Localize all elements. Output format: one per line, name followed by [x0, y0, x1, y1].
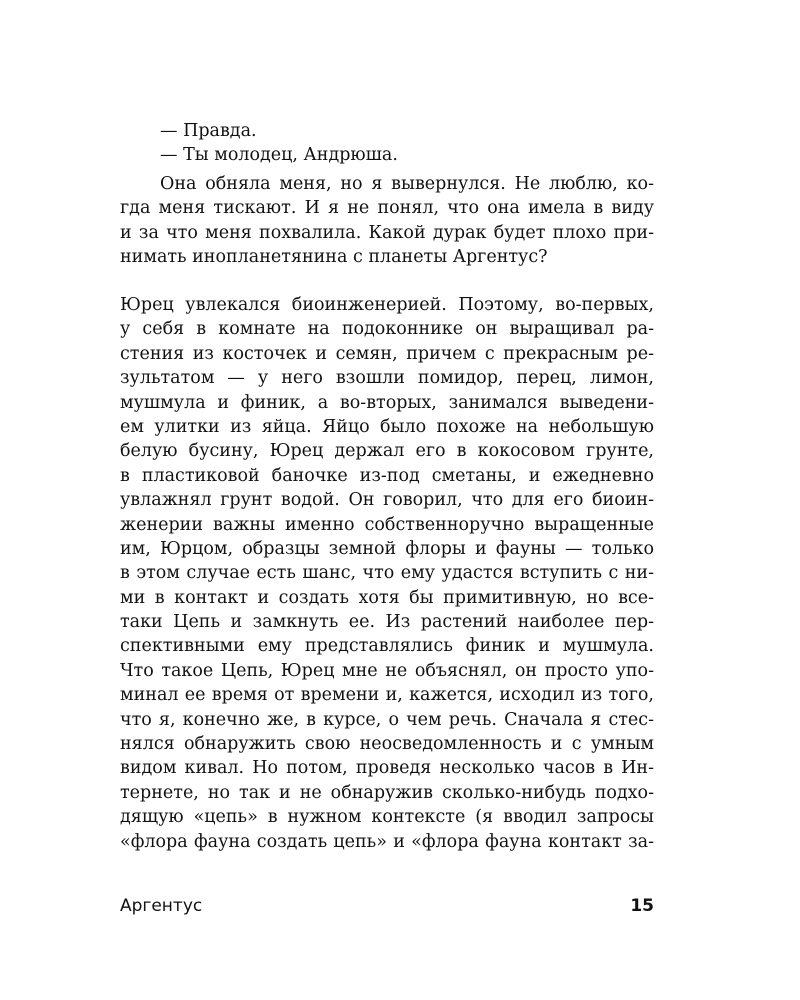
text-line: женерии важны именно собственноручно выращенные — [120, 514, 654, 535]
text-line: им, Юрцом, образцы земной флоры и фауны — только — [120, 538, 654, 559]
text-line: увлажнял грунт водой. Он говорил, что для его биоин- — [120, 490, 654, 511]
paragraph-2 — [120, 293, 654, 854]
page-footer — [120, 893, 654, 919]
text-line: стения из косточек и семян, причем с прекрасным ре- — [120, 343, 654, 364]
text-line: нялся обнаружить свою неосведомленность и с умным — [120, 734, 654, 755]
text-line: видом кивал. Но потом, проведя несколько часов в Ин- — [120, 758, 654, 779]
dialogue-block — [120, 119, 654, 168]
text-line: нимать инопланетянина с планеты Аргентус? — [120, 247, 548, 268]
text-line: «флора фауна создать цепь» и «флора фауна контакт за- — [120, 831, 654, 852]
text-line: минал ее время от времени и, кажется, исходил из того, — [120, 685, 654, 706]
dialogue-line-2: — Ты молодец, Андрюша. — [160, 145, 398, 166]
text-line: в этом случае есть шанс, что ему удастся вступить с ни- — [120, 563, 654, 584]
page-number: 15 — [630, 896, 654, 916]
text-line: у себя в комнате на подоконнике он выращивал ра- — [120, 319, 654, 340]
dialogue-line-1: — Правда. — [160, 121, 257, 141]
text-line: белую бусину, Юрец держал его в кокосовом грунте, — [120, 441, 654, 462]
text-line: гда меня тискают. И я не понял, что она имела в виду — [120, 198, 654, 219]
text-line: что я, конечно же, в курсе, о чем речь. Сначала я стес- — [120, 709, 654, 730]
text-line: Что такое Цепь, Юрец мне не объяснял, он просто упо- — [120, 660, 654, 681]
text-line: в пластиковой баночке из-под сметаны, и ежедневно — [120, 465, 654, 486]
text-line: зультатом — у него взошли помидор, перец, лимон, — [120, 368, 654, 389]
text-line: Она обняла меня, но я вывернулся. Не люблю, ко- — [160, 174, 654, 194]
text-line: мушмула и финик, а во-вторых, занимался выведени- — [120, 392, 654, 413]
text-line: ем улитки из яйца. Яйцо было похоже на небольшую — [120, 416, 654, 437]
text-line: и за что меня похвалила. Какой дурак будет плохо при- — [120, 222, 654, 243]
text-line: дящую «цепь» в нужном контексте (я вводил запросы — [120, 807, 654, 828]
text-line: спективными ему представлялись финик и мушмула. — [120, 636, 654, 657]
running-footer-title: Аргентус — [120, 896, 203, 916]
paragraph-1 — [120, 172, 654, 270]
text-line: таки Цепь и замкнуть ее. Из растений наиболее пер- — [120, 612, 654, 633]
text-line: Юрец увлекался биоинженерией. Поэтому, во-первых, — [120, 295, 654, 315]
text-line: ми в контакт и создать хотя бы примитивную, но все- — [120, 587, 654, 608]
text-line: тернете, но так и не обнаружив сколько-нибудь подхо- — [120, 782, 654, 803]
